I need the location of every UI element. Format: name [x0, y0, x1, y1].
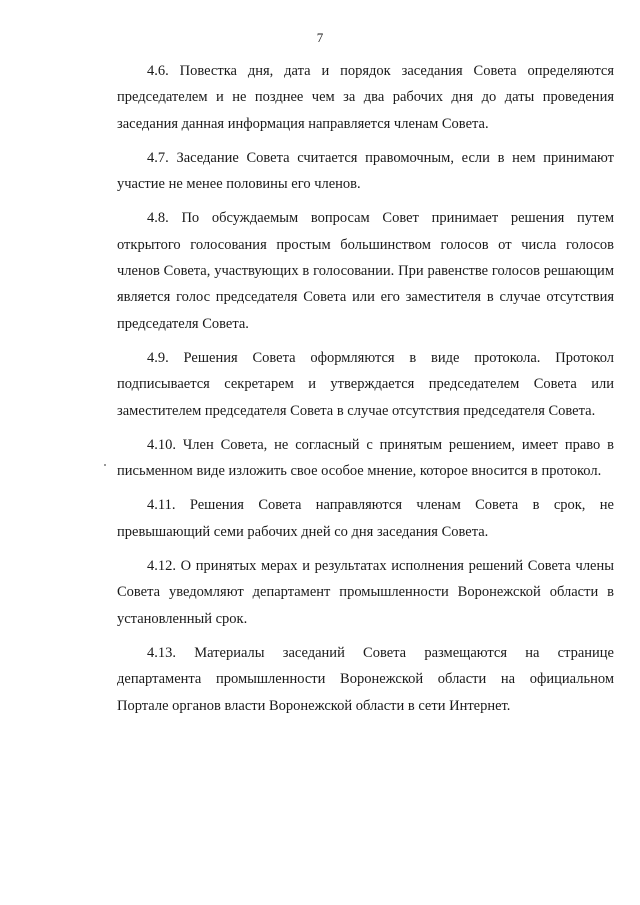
paragraph-4-10: 4.10. Член Совета, не согласный с принятым решением, имеет право в письменном виде изложить свое особое мнение, которое вносится в протокол.: [117, 436, 614, 480]
paragraph-4-11: 4.11. Решения Совета направляются членам Совета в срок, не превышающий семи рабочих дней со дня заседания Совета.: [117, 497, 614, 540]
paragraph-4-6: 4.6. Повестка дня, дата и порядок заседания Совета определяются председателем и не позднее чем за два рабочих дня до даты проведения заседания данная информация направляется членам Совета.: [117, 63, 614, 132]
page-number: 7: [316, 30, 324, 45]
paragraph-4-7: 4.7. Заседание Совета считается правомочным, если в нем принимают участие не менее половины его членов.: [117, 149, 614, 193]
paragraph-4-13: 4.13. Материалы заседаний Совета размещаются на странице департамента промышленности Воронежской области на официальном Портале органов власти Воронежской области в сети Интернет.: [117, 644, 614, 714]
paragraph-4-9: 4.9. Решения Совета оформляются в виде протокола. Протокол подписывается секретарем и утверждается председателем Совета или заместителем председателя Совета в случае отсутствия председателя Совета.: [117, 349, 614, 419]
paragraph-4-8: 4.8. По обсуждаемым вопросам Совет принимает решения путем открытого голосования простым большинством голосов от числа голосов членов Совета, участвующих в голосовании. При равенстве голосов решающим является голос председателя Совета или его заместителя в случае отсутствия председателя Совета.: [117, 210, 614, 332]
document-body: [117, 58, 614, 727]
scan-speck: [104, 464, 106, 466]
paragraph-4-12: 4.12. О принятых мерах и результатах исполнения решений Совета члены Совета уведомляют департамент промышленности Воронежской области в установленный срок.: [117, 558, 614, 627]
